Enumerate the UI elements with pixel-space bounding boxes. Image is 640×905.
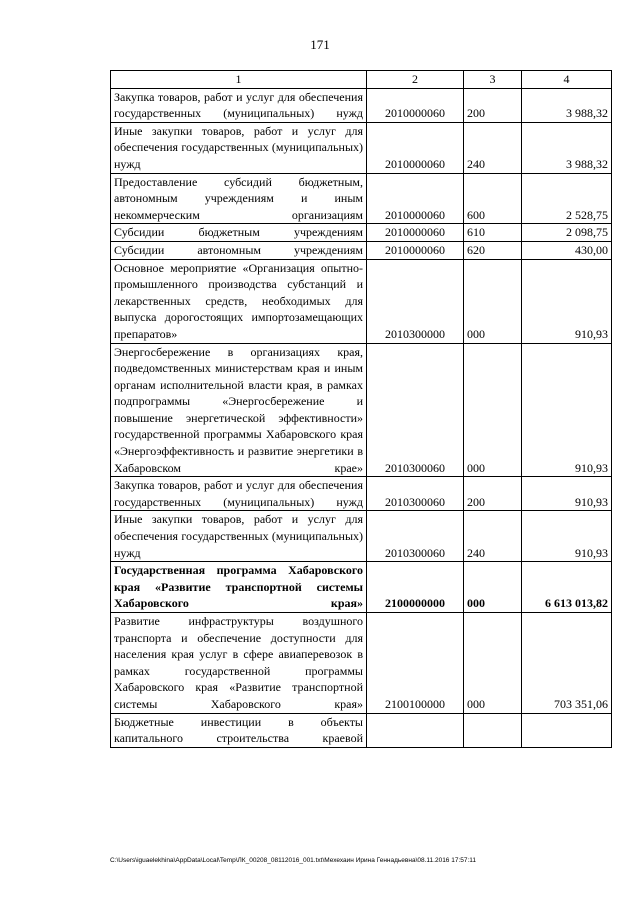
row-name-cell: Закупка товаров, работ и услуг для обеспечения государственных (муниципальных) нужд xyxy=(111,88,367,122)
row-name-cell: Иные закупки товаров, работ и услуг для обеспечения государственных (муниципальных) нужд xyxy=(111,122,367,173)
row-amount-cell: 6 613 013,82 xyxy=(522,562,612,613)
row-type-cell: 610 xyxy=(464,224,522,242)
table-row xyxy=(111,241,612,259)
row-code-cell: 2100000000 xyxy=(367,562,464,613)
row-type-cell: 000 xyxy=(464,562,522,613)
row-type-cell: 240 xyxy=(464,511,522,562)
row-code-cell: 2010000060 xyxy=(367,122,464,173)
row-name-cell: Иные закупки товаров, работ и услуг для обеспечения государственных (муниципальных) нужд xyxy=(111,511,367,562)
row-name-cell: Субсидии автономным учреждениям xyxy=(111,241,367,259)
row-type-cell: 600 xyxy=(464,173,522,224)
table-row xyxy=(111,511,612,562)
row-amount-cell: 3 988,32 xyxy=(522,122,612,173)
row-type-cell: 240 xyxy=(464,122,522,173)
row-name-cell: Государственная программа Хабаровского края «Развитие транспортной системы Хабаровского края» xyxy=(111,562,367,613)
page-number: 171 xyxy=(310,37,330,52)
row-type-cell: 000 xyxy=(464,613,522,714)
header-col-2: 2 xyxy=(367,71,464,89)
file-path-footer: C:\Users\iguaelekhina\AppData\Local\Temp\ЛК_00208_08112016_001.txt\Мехехаин Ирина Геннадьевна\08.11.2016 17:57:11 xyxy=(110,857,477,864)
row-code-cell: 2010300060 xyxy=(367,477,464,511)
row-code-cell: 2100100000 xyxy=(367,613,464,714)
row-code-cell: 2010300060 xyxy=(367,343,464,477)
row-amount-cell: 910,93 xyxy=(522,477,612,511)
row-amount-cell: 703 351,06 xyxy=(522,613,612,714)
row-name-cell: Субсидии бюджетным учреждениям xyxy=(111,224,367,242)
row-amount-cell: 430,00 xyxy=(522,241,612,259)
row-amount-cell: 3 988,32 xyxy=(522,88,612,122)
table-row xyxy=(111,122,612,173)
row-name-cell: Закупка товаров, работ и услуг для обеспечения государственных (муниципальных) нужд xyxy=(111,477,367,511)
header-col-4: 4 xyxy=(522,71,612,89)
row-type-cell xyxy=(464,713,522,747)
table-row xyxy=(111,88,612,122)
row-type-cell: 620 xyxy=(464,241,522,259)
row-name-cell: Основное мероприятие «Организация опытно-промышленного производства субстанций и лекарственных средств, необходимых для выпуска дорогостоящих импортозамещающих препаратов» xyxy=(111,259,367,343)
table-row xyxy=(111,477,612,511)
row-code-cell: 2010000060 xyxy=(367,173,464,224)
header-row xyxy=(111,71,612,89)
row-name-cell: Бюджетные инвестиции в объекты капитального строительства краевой xyxy=(111,713,367,747)
row-code-cell: 2010000060 xyxy=(367,241,464,259)
row-amount-cell: 910,93 xyxy=(522,343,612,477)
header-col-3: 3 xyxy=(464,71,522,89)
row-code-cell: 2010000060 xyxy=(367,88,464,122)
table-row xyxy=(111,343,612,477)
row-amount-cell: 2 528,75 xyxy=(522,173,612,224)
table-row xyxy=(111,173,612,224)
header-col-1: 1 xyxy=(111,71,367,89)
row-type-cell: 000 xyxy=(464,259,522,343)
budget-table xyxy=(110,70,612,748)
table-row xyxy=(111,613,612,714)
row-type-cell: 000 xyxy=(464,343,522,477)
row-code-cell xyxy=(367,713,464,747)
row-name-cell: Развитие инфраструктуры воздушного транспорта и обеспечение доступности для населения края услуг в сфере авиаперевозок в рамках государственной программы Хабаровского края «Развитие транспортной системы Хабаровского края» xyxy=(111,613,367,714)
row-amount-cell: 2 098,75 xyxy=(522,224,612,242)
row-amount-cell xyxy=(522,713,612,747)
row-amount-cell: 910,93 xyxy=(522,259,612,343)
table-row xyxy=(111,259,612,343)
row-amount-cell: 910,93 xyxy=(522,511,612,562)
row-type-cell: 200 xyxy=(464,477,522,511)
row-name-cell: Предоставление субсидий бюджетным, автономным учреждениям и иным некоммерческим организациям xyxy=(111,173,367,224)
table-row xyxy=(111,713,612,747)
row-type-cell: 200 xyxy=(464,88,522,122)
row-code-cell: 2010300060 xyxy=(367,511,464,562)
row-name-cell: Энергосбережение в организациях края, подведомственных министерствам края и иным органам исполнительной власти края, в рамках подпрограммы «Энергосбережение и повышение энергетической эффективности» государственной программы Хабаровского края «Энергоэффективность и развитие энергетики в Хабаровском крае» xyxy=(111,343,367,477)
row-code-cell: 2010000060 xyxy=(367,224,464,242)
table-row xyxy=(111,562,612,613)
row-code-cell: 2010300000 xyxy=(367,259,464,343)
table-row xyxy=(111,224,612,242)
